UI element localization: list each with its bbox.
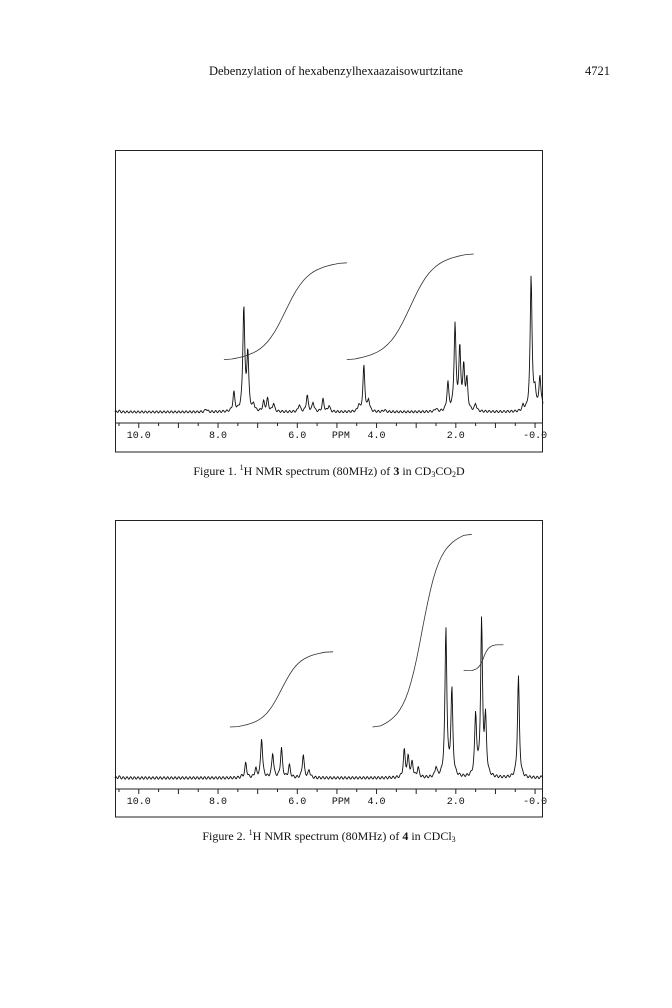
integral-curve bbox=[373, 534, 472, 727]
tick-label: 8.0 bbox=[209, 797, 228, 808]
spectrum-trace bbox=[115, 276, 543, 413]
tick-label: 10.0 bbox=[126, 431, 151, 442]
tick-label: 2.0 bbox=[446, 431, 465, 442]
plot-frame bbox=[116, 521, 543, 818]
tick-label: 10.0 bbox=[126, 797, 151, 808]
figure-1-caption: Figure 1. $^1$H NMR spectrum (80MHz) of 3 in $CD_3CO_2D$ bbox=[193, 463, 465, 479]
tick-label: 4.0 bbox=[367, 797, 386, 808]
figure-2-caption: Figure 2. $^1$H NMR spectrum (80MHz) of 4 in CDCl$_3$ bbox=[202, 828, 456, 844]
running-head bbox=[0, 64, 672, 84]
integral-curve bbox=[464, 645, 504, 671]
integral-curve bbox=[224, 263, 347, 360]
tick-label: 2.0 bbox=[446, 797, 465, 808]
tick-label: 6.0 bbox=[288, 797, 307, 808]
axis-unit-label: PPM bbox=[331, 431, 350, 442]
axis-unit-label: PPM bbox=[331, 797, 350, 808]
nmr-spectrum-2 bbox=[115, 520, 548, 820]
nmr-spectrum-1 bbox=[115, 150, 548, 455]
tick-label: 8.0 bbox=[209, 431, 228, 442]
figure-1 bbox=[115, 150, 548, 490]
running-title: Debenzylation of hexabenzylhexaazaisowurtzitane bbox=[208, 64, 464, 78]
integral-curve bbox=[230, 652, 333, 727]
tick-label: -0.0 bbox=[523, 797, 548, 808]
spectrum-trace bbox=[115, 617, 543, 780]
tick-label: 4.0 bbox=[367, 431, 386, 442]
tick-label: -0.0 bbox=[523, 431, 548, 442]
page-number: 4721 bbox=[585, 64, 610, 78]
figure-2 bbox=[115, 520, 548, 870]
tick-label: 6.0 bbox=[288, 431, 307, 442]
